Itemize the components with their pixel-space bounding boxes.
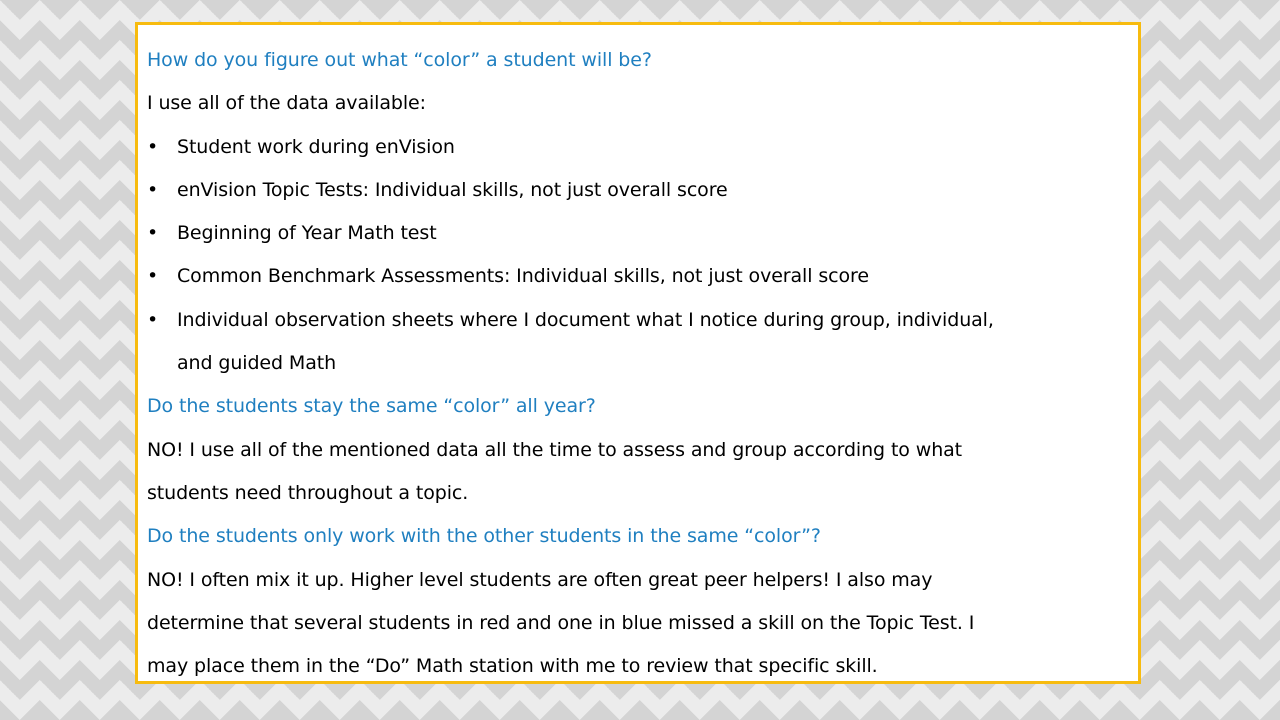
- answer-text: students need throughout a topic.: [147, 481, 469, 504]
- question-heading-same-color-all-year: Do the students stay the same “color” all year?: [147, 395, 596, 418]
- bullet-icon: •: [147, 178, 159, 201]
- list-item: [147, 299, 1128, 342]
- list-item: [147, 126, 1128, 169]
- list-item-text: Individual observation sheets where I document what I notice during group, individual,: [177, 308, 994, 331]
- bullet-icon: •: [147, 135, 159, 158]
- list-item: [147, 255, 1128, 298]
- answer-text: determine that several students in red and one in blue missed a skill on the Topic Test. I: [147, 611, 975, 634]
- list-item-text: Common Benchmark Assessments: Individual skills, not just overall score: [177, 265, 869, 288]
- list-item-text: enVision Topic Tests: Individual skills, not just overall score: [177, 178, 728, 201]
- intro-text: I use all of the data available:: [147, 92, 426, 115]
- answer-text: NO! I use all of the mentioned data all the time to assess and group according to what: [147, 438, 963, 461]
- content-card: [135, 22, 1141, 684]
- list-item: [147, 212, 1128, 255]
- list-item-text: Beginning of Year Math test: [177, 222, 437, 245]
- answer-text: NO! I often mix it up. Higher level students are often great peer helpers! I also may: [147, 568, 933, 591]
- bullet-icon: •: [147, 308, 159, 331]
- bullet-icon: •: [147, 265, 159, 288]
- question-heading-work-with-same-color: Do the students only work with the other students in the same “color”?: [147, 525, 821, 548]
- answer-text: may place them in the “Do” Math station with me to review that specific skill.: [147, 655, 878, 678]
- list-item-text: Student work during enVision: [177, 135, 455, 158]
- bullet-icon: •: [147, 222, 159, 245]
- list-item: [147, 169, 1128, 212]
- list-item-continuation: and guided Math: [177, 352, 337, 375]
- question-heading-color-assignment: How do you figure out what “color” a student will be?: [147, 49, 652, 71]
